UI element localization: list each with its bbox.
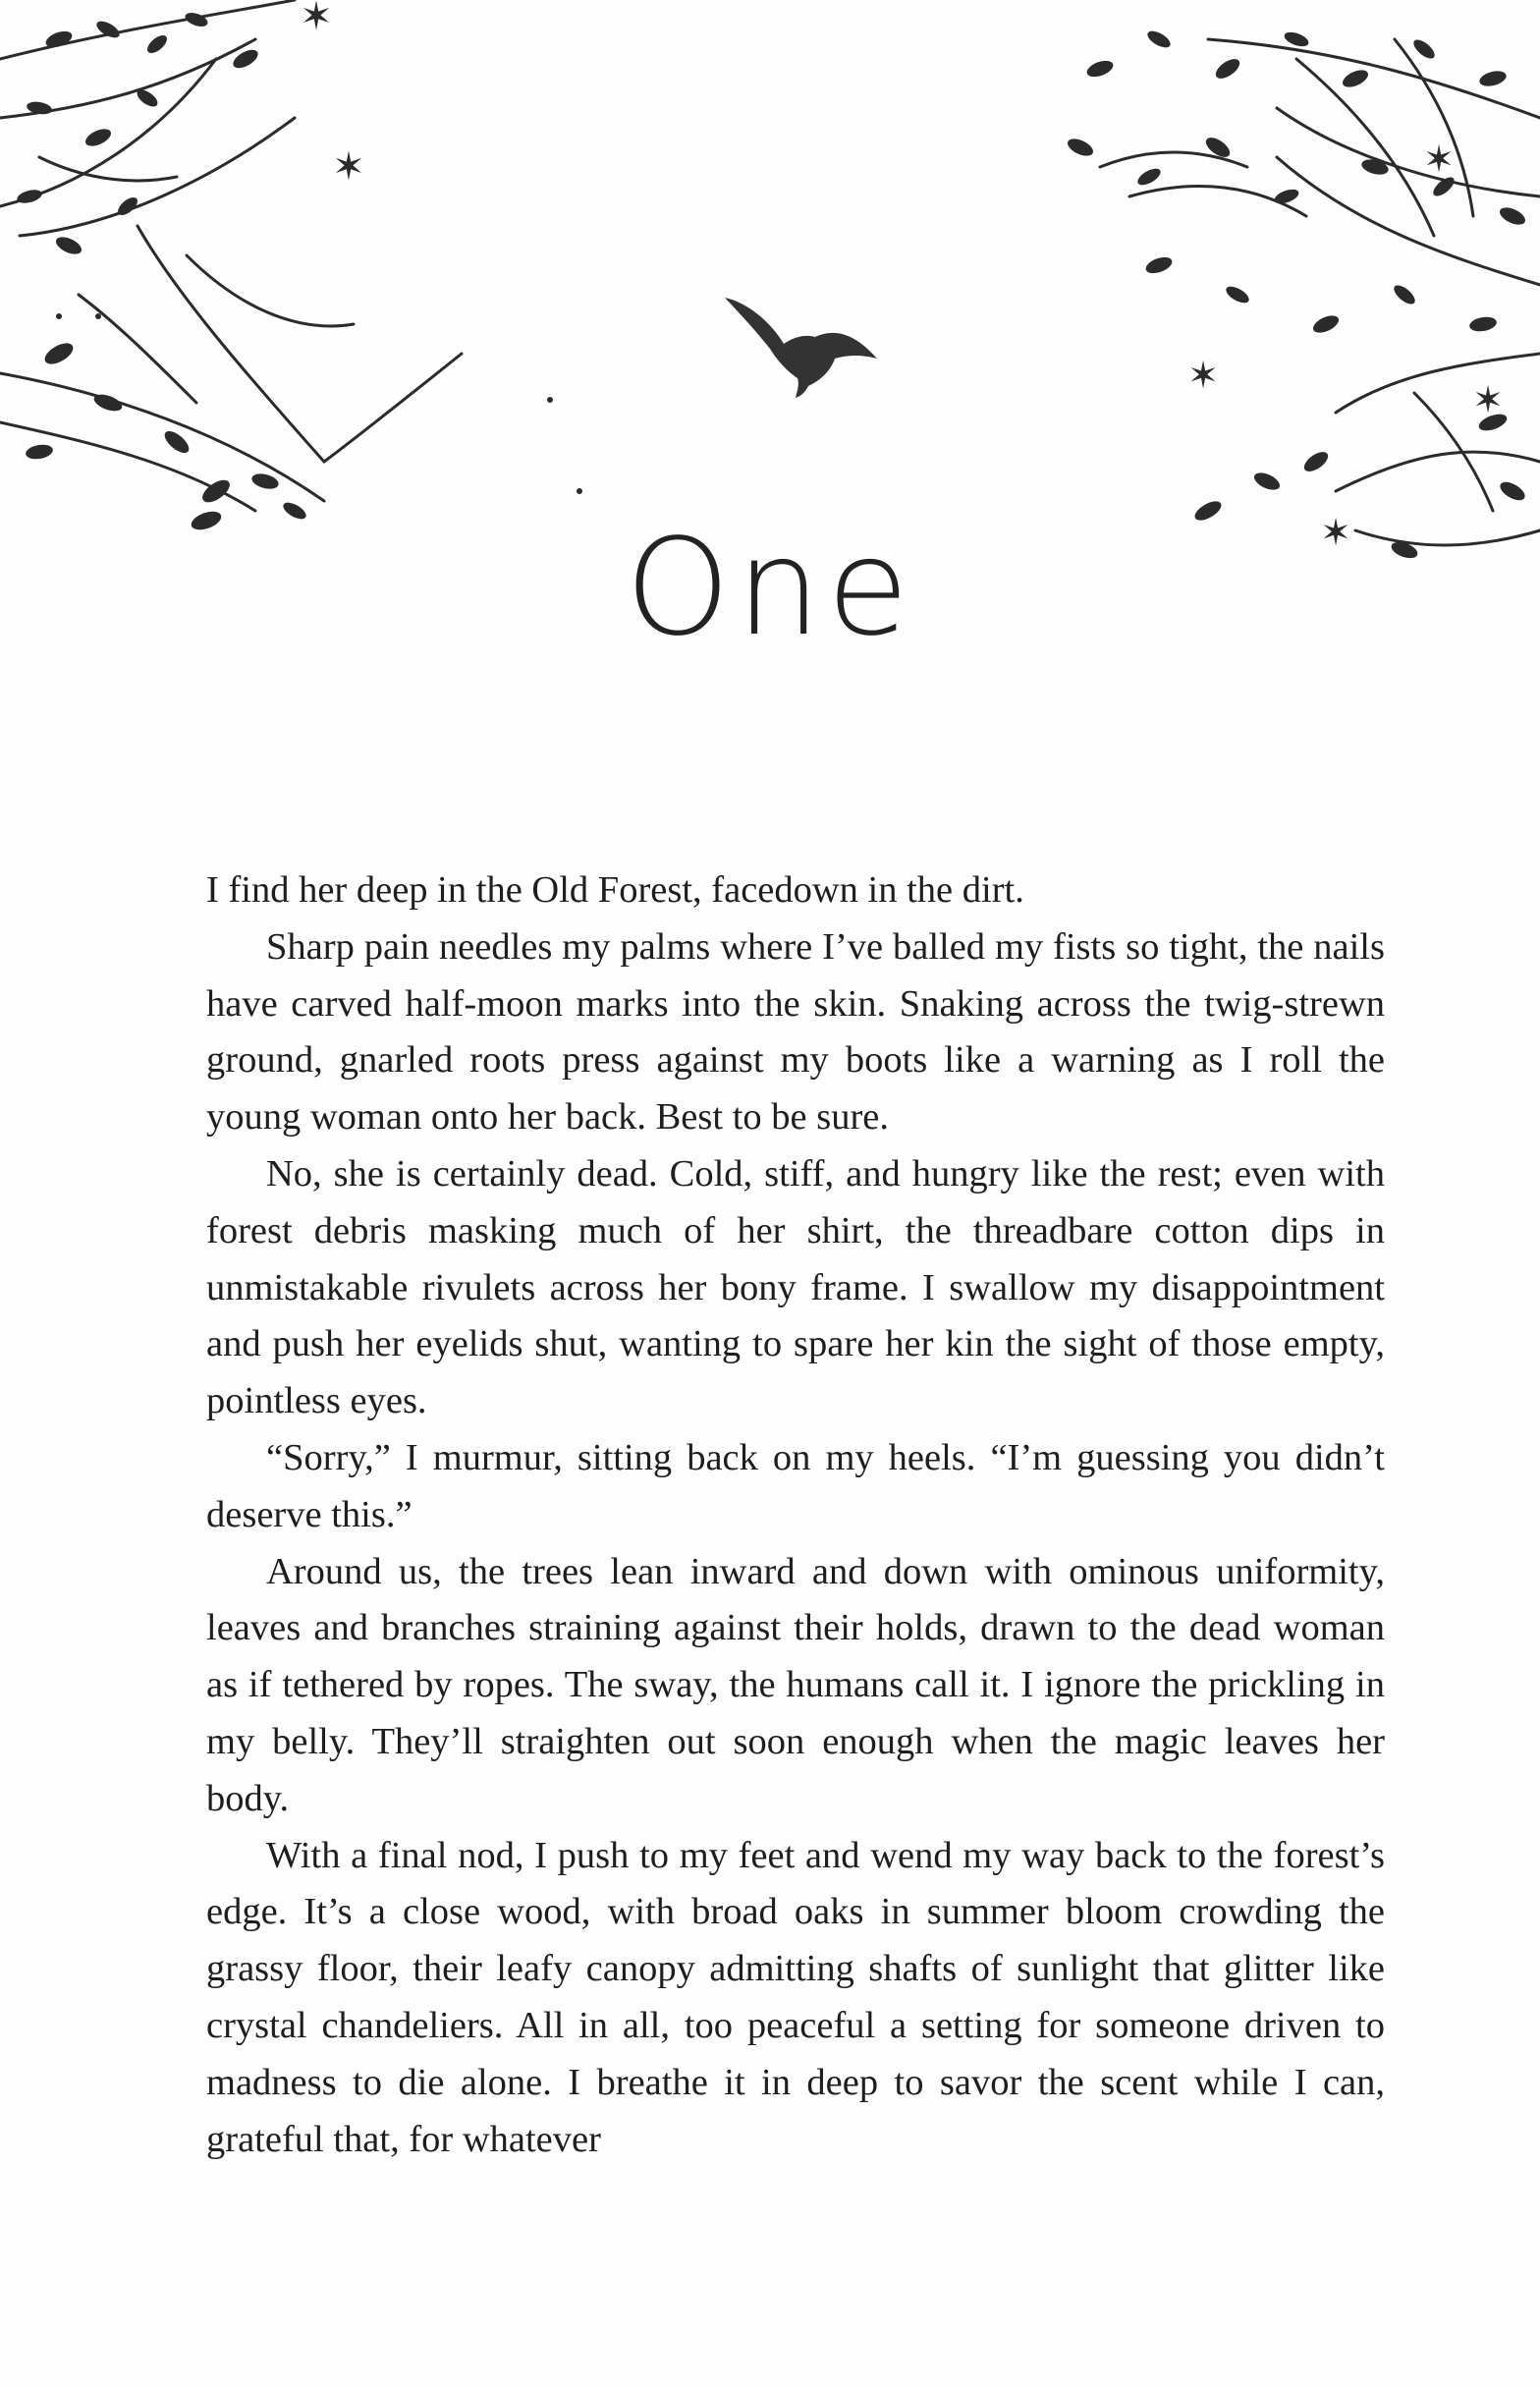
svg-text:✶: ✶	[1423, 138, 1455, 181]
chapter-title: One	[625, 511, 915, 666]
paragraph: Around us, the trees lean inward and down with ominous uniformity, leaves and branches straining against their holds, drawn to the dead woman as if tethered by ropes. The sway, the humans call it. I ignore the prickling in my belly. They’ll straighten out soon enough when the magic leaves her body.	[206, 1550, 1385, 1819]
paragraph: No, she is certainly dead. Cold, stiff, and hungry like the rest; even with forest debris masking much of her shirt, the threadbare cotton dips in unmistakable rivulets across her bony frame. I swallow my disappointment and push her eyelids shut, wanting to spare her kin the sight of those empty, pointless eyes.	[206, 1152, 1385, 1422]
svg-text:✶: ✶	[332, 144, 365, 190]
paragraph: Sharp pain needles my palms where I’ve balled my fists so tight, the nails have carved half-moon marks into the skin. Snaking across the twig-strewn ground, gnarled roots press against my boots like a warning as I roll the young woman onto her back. Best to be sure.	[206, 925, 1385, 1138]
left-branch-ornament	[0, 0, 589, 550]
bird-silhouette-icon	[715, 290, 892, 398]
svg-text:✶: ✶	[1187, 354, 1219, 397]
svg-text:✶: ✶	[1320, 511, 1351, 554]
paragraph: With a final nod, I push to my feet and wend my way back to the forest’s edge. It’s a close wood, with broad oaks in summer bloom crowding the grassy floor, their leafy canopy admitting shafts of sunlight that glitter like crystal chandeliers. All in all, too peaceful a setting for someone driven to madness to die alone. I breathe it in deep to savor the scent while I can, grateful that, for whatever	[206, 1834, 1385, 2160]
svg-text:✶: ✶	[300, 0, 333, 39]
chapter-body	[206, 862, 1385, 2168]
paragraph: “Sorry,” I murmur, sitting back on my heels. “I’m guessing you didn’t deserve this.”	[206, 1436, 1385, 1535]
paragraph: I find her deep in the Old Forest, facedown in the dirt.	[206, 869, 1024, 911]
right-branch-ornament	[982, 0, 1540, 589]
svg-text:✶: ✶	[1472, 378, 1504, 421]
